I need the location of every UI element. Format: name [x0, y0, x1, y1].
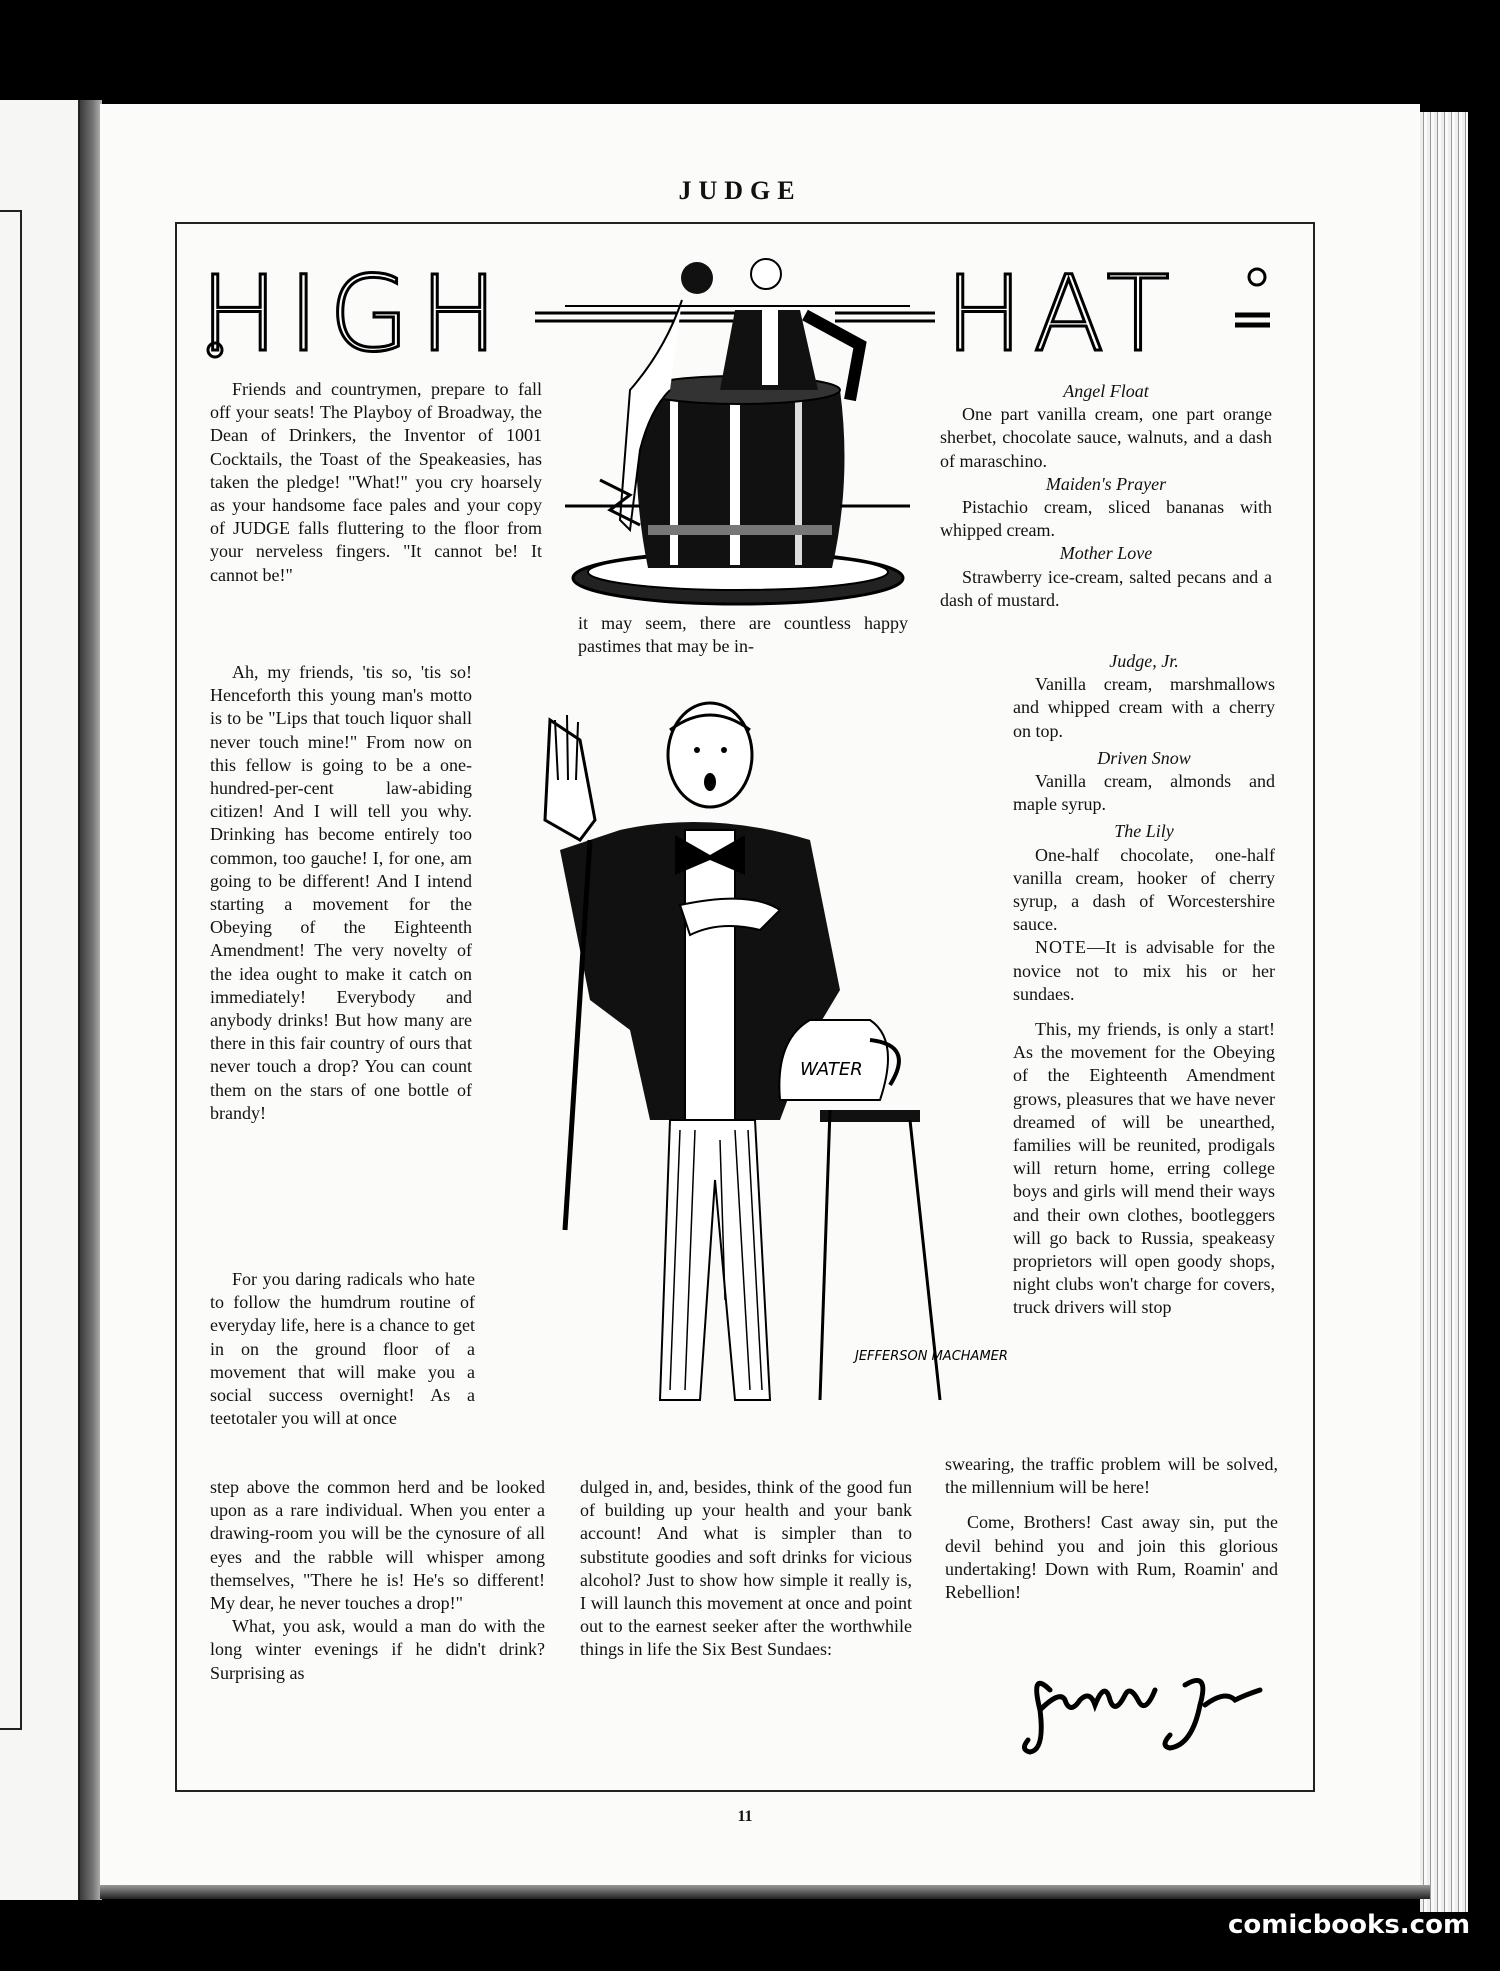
note-label: NOTE	[1035, 937, 1087, 958]
paragraph: Come, Brothers! Cast away sin, put the devil behind you and join this glorious undertaking! Down with Rum, Roamin' and Rebellion!	[945, 1512, 1278, 1603]
pitcher-label: WATER	[800, 1059, 863, 1080]
paragraph: What, you ask, would a man do with the long winter evenings if he didn't drink? Surprising as	[210, 1616, 545, 1683]
column-right-top	[940, 380, 1272, 612]
paragraph: This, my friends, is only a start! As the movement for the Obeying of the Eighteenth Amendment grows, pleasures that we have never dreamed of will be unearthed, families will be reunited, prodigals will return home, erring college boys and girls will mend their ways and their own clothes, bootleggers will go back to Russia, speakeasy proprietors will open goody shops, night clubs won't charge for covers, truck drivers will stop	[1013, 1019, 1275, 1318]
note-text: —It is advisable for the novice not to mix his or her sundaes.	[1013, 937, 1275, 1004]
recipe-text: Vanilla cream, marshmallows and whipped cream with a cherry on top.	[1013, 674, 1275, 741]
recipe-title: Judge, Jr.	[1109, 651, 1179, 671]
column-left-mid	[210, 1268, 475, 1430]
paragraph: step above the common herd and be looked upon as a rare individual. When you enter a drawing-room you will be the cynosure of all eyes and the rabble will whisper among themselves, "There he is! He's so different! My dear, he never touches a drop!"	[210, 1477, 545, 1614]
recipe-title: Mother Love	[1059, 543, 1153, 564]
paragraph: it may seem, there are countless happy pastimes that may be in-	[578, 613, 908, 657]
adjacent-page	[0, 100, 80, 1900]
running-head: JUDGE	[678, 176, 802, 205]
column-mid-top	[578, 612, 908, 658]
gutter-shadow	[80, 100, 102, 1900]
column-mid-bottom	[580, 1476, 912, 1662]
recipe-title: Driven Snow	[1097, 747, 1191, 768]
judge-jr-signature	[1020, 1660, 1280, 1760]
recipe-title: The Lily	[1114, 821, 1174, 842]
recipe-text: One-half chocolate, one-half vanilla cream, hooker of cherry syrup, a dash of Worcestershire sauce.	[1013, 844, 1275, 935]
paragraph: dulged in, and, besides, think of the good fun of building up your health and your bank account! And what is simpler than to substitute goodies and soft drinks for vicious alcohol? Just to show how simple it really is, I will launch this movement at once and point out to the earnest seeker after the worthwhile things in life the Six Best Sundaes:	[580, 1477, 912, 1660]
paragraph: Ah, my friends, 'tis so, 'tis so! Henceforth this young man's motto is to be "Lips that touch liquor shall never touch mine!" From now on this fellow is going to be a one-hundred-per-cent law-abiding citizen! And I will tell you why. Drinking has become entirely too common, too gauche! I, for one, am going to be different! And I intend starting a movement for the Obeying of the Eighteenth Amendment! The very novelty of the idea ought to make it catch on immediately! Everybody and anybody drinks! But how many are there in this fair country of ours that never touch a drop? You can count them on the stars of one bottle of brandy!	[210, 662, 472, 1123]
recipe-text: Pistachio cream, sliced bananas with whipped cream.	[940, 497, 1272, 541]
recipe-text: Strawberry ice-cream, salted pecans and a dash of mustard.	[940, 566, 1272, 610]
headline-left: HIGH	[200, 253, 508, 375]
recipe-title: Maiden's Prayer	[1045, 473, 1167, 494]
column-left-top	[210, 378, 542, 587]
site-watermark: comicbooks.com	[1228, 1910, 1471, 1940]
adjacent-page-rule	[0, 210, 22, 1730]
paragraph: swearing, the traffic problem will be solved, the millennium will be here!	[945, 1454, 1278, 1498]
paragraph: Friends and countrymen, prepare to fall off your seats! The Playboy of Broadway, the Dean of Drinkers, the Inventor of 1001 Cocktails, the Toast of the Speakeasies, has taken the pledge! "What!" you cry hoarsely as your handsome face pales and your copy of JUDGE falls fluttering to the floor from your nerveless fingers. "It cannot be! It cannot be!"	[210, 379, 542, 585]
column-left-bottom	[210, 1476, 545, 1685]
recipe-text: One part vanilla cream, one part orange sherbet, chocolate sauce, walnuts, and a dash of maraschino.	[940, 404, 1272, 471]
top-hat-couple-illustration	[570, 250, 930, 610]
artist-signature: JEFFERSON MACHAMER	[855, 1349, 1008, 1364]
man-in-tuxedo-illustration	[520, 700, 1008, 1430]
recipe-text: Vanilla cream, almonds and maple syrup.	[1013, 771, 1275, 815]
paragraph: For you daring radicals who hate to follow the humdrum routine of everyday life, here is a chance to get in on the ground floor of a movement that will make you a social success overnight! As a teetotaler you will at once	[210, 1269, 475, 1429]
column-right-bottom	[945, 1453, 1278, 1604]
headline-right: HAT	[945, 253, 1180, 375]
column-right-narrow	[1013, 650, 1275, 1320]
page-edges	[1420, 112, 1468, 1912]
column-left-narrow	[210, 661, 472, 1125]
page-number: 11	[737, 1808, 753, 1825]
bottom-shadow	[100, 1885, 1430, 1899]
recipe-title: Angel Float	[1063, 381, 1149, 401]
